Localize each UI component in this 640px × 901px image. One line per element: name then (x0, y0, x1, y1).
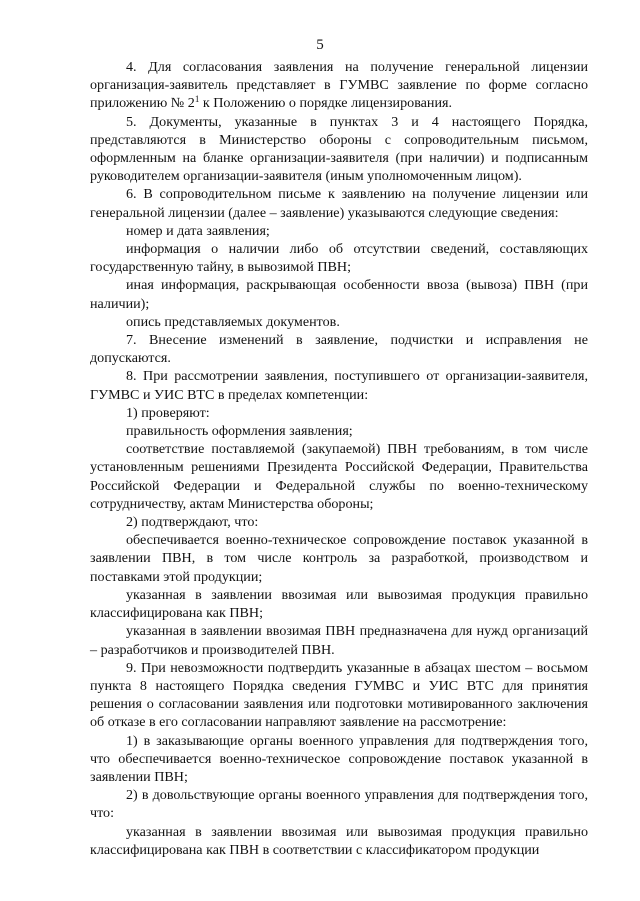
list-item-other-info: иная информация, раскрывающая особенности ввоза (вывоза) ПВН (при наличии); (90, 277, 588, 312)
paragraph-8: 8. При рассмотрении заявления, поступившего от организации-заявителя, ГУМВС и УИС ВТС в пределах компетенции: (90, 368, 588, 403)
subitem-2-confirm: 2) подтверждают, что: (126, 514, 259, 531)
confirm-support: обеспечивается военно-техническое сопровождение поставок указанной в заявлении ПВН, в том числе контроль за разработкой, производством и поставками этой продукции; (90, 532, 588, 585)
paragraph-9: 9. При невозможности подтвердить указанные в абзацах шестом – восьмом пункта 8 настоящего Порядка сведения ГУМВС и УИС ВТС для принятия решения о согласовании заявления или подготовки мотивированного заключения об отказе в его согласовании направляют заявление на рассмотрение: (90, 659, 588, 731)
paragraph-5: 5. Документы, указанные в пунктах 3 и 4 настоящего Порядка, представляются в Министерство обороны с сопроводительным письмом, оформленным на бланке организации-заявителя (при наличии) и подписанным руководителем организации-заявителя (иным уполномоченным лицом). (90, 113, 588, 185)
subitem-1-check: 1) проверяют: (126, 404, 210, 421)
confirm-purpose: указанная в заявлении ввозимая ПВН предназначена для нужд организаций – разработчиков и производителей ПВН. (90, 623, 588, 658)
document-body (90, 58, 588, 859)
paragraph-4-annex-ref: приложению № 2 (90, 95, 195, 112)
paragraph-7: 7. Внесение изменений в заявление, подчистки и исправления не допускаются. (90, 332, 588, 367)
list-item-number-date: номер и дата заявления; (126, 222, 270, 239)
list-item-state-secret: информация о наличии либо об отсутствии сведений, составляющих государственную тайну, в вывозимой ПВН; (90, 241, 588, 276)
page-number: 5 (316, 37, 324, 53)
referral-supply-bodies: 2) в довольствующие органы военного управления для подтверждения того, что: (90, 787, 588, 822)
referral-ordering-bodies: 1) в заказывающие органы военного управления для подтверждения того, что обеспечивается военно-техническое сопровождение поставок указанной в заявлении ПВН; (90, 732, 588, 785)
referral-classification: указанная в заявлении ввозимая или вывозимая продукция правильно классифицирована как ПВН в соответствии с классификатором продукции (90, 823, 588, 858)
paragraph-4 (90, 58, 588, 113)
check-correctness: правильность оформления заявления; (126, 423, 353, 440)
paragraph-4-end: к Положению о порядке лицензирования. (199, 95, 453, 112)
annex-superscript: 1 (194, 94, 200, 105)
paragraph-6: 6. В сопроводительном письме к заявлению на получение лицензии или генеральной лицензии (далее – заявление) указываются следующие сведения: (90, 186, 588, 221)
confirm-classification: указанная в заявлении ввозимая или вывозимая продукция правильно классифицирована как ПВН; (90, 586, 588, 622)
check-compliance: соответствие поставляемой (закупаемой) ПВН требованиям, в том числе установленным решениями Президента Российской Федерации, Правительства Российской Федерации и Федеральной службы по военно-техническому сотрудничеству, актам Министерства обороны; (90, 441, 588, 512)
list-item-inventory: опись представляемых документов. (126, 313, 340, 330)
paragraph-4-text: 4. Для согласования заявления на получение генеральной лицензии организация-заявитель представляет в ГУМВС заявление по форме согласно (90, 59, 588, 94)
